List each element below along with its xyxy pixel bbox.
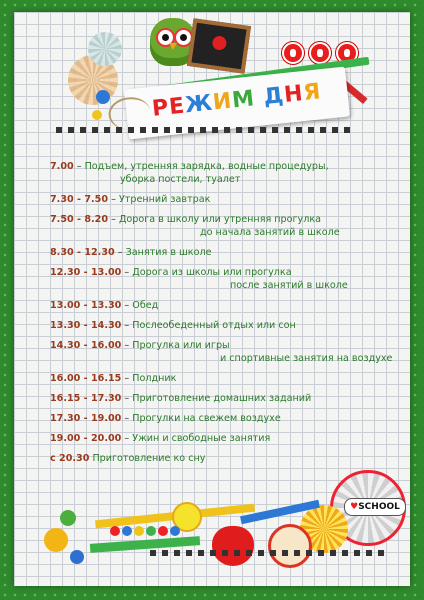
page-title: РЕЖИМ ДНЯ (150, 79, 323, 122)
schedule-row: 14.30 - 16.00 – Прогулка или игры и спортивные занятия на воздухе (50, 340, 393, 364)
button-decoration (44, 528, 68, 552)
school-badge: ♥SCHOOL (344, 498, 406, 516)
daily-schedule (50, 160, 402, 472)
schedule-row: 7.50 - 8.20 – Дорога в школу или утренняя прогулка до начала занятий в школе (50, 214, 340, 238)
schedule-row: 7.30 - 7.50 – Утренний завтрак (50, 194, 211, 205)
apple-icon (212, 526, 254, 566)
schedule-row: 17.30 - 19.00 – Прогулки на свежем воздухе (50, 413, 281, 424)
arrow-divider (150, 550, 390, 556)
schedule-row: с 20.30 Приготовление ко сну (50, 453, 206, 464)
apple-icon (282, 42, 304, 64)
button-decoration (70, 550, 84, 564)
schedule-row: 19.00 - 20.00 – Ужин и свободные занятия (50, 433, 271, 444)
schedule-row: 8.30 - 12.30 – Занятия в школе (50, 247, 212, 258)
apple-slice-icon (268, 524, 312, 568)
schedule-row: 16.00 - 16.15 – Полдник (50, 373, 177, 384)
beads-decoration (110, 526, 180, 536)
button-decoration (92, 110, 102, 120)
schedule-row: 13.30 - 14.30 – Послеобеденный отдых или сон (50, 320, 296, 331)
apple-icon (309, 42, 331, 64)
schedule-row: 16.15 - 17.30 – Приготовление домашних заданий (50, 393, 312, 404)
arrow-divider (56, 127, 356, 133)
button-decoration (60, 510, 76, 526)
chalkboard-icon (187, 18, 251, 74)
pencil-shaving-decoration (88, 32, 122, 66)
schedule-row: 7.00 – Подъем, утренняя зарядка, водные процедуры, уборка постели, туалет (50, 161, 329, 185)
schedule-row: 13.00 - 13.30 – Обед (50, 300, 159, 311)
button-decoration (96, 90, 110, 104)
heart-icon: ♥ (350, 502, 359, 512)
schedule-row: 12.30 - 13.00 – Дорога из школы или прогулка после занятий в школе (50, 267, 348, 291)
